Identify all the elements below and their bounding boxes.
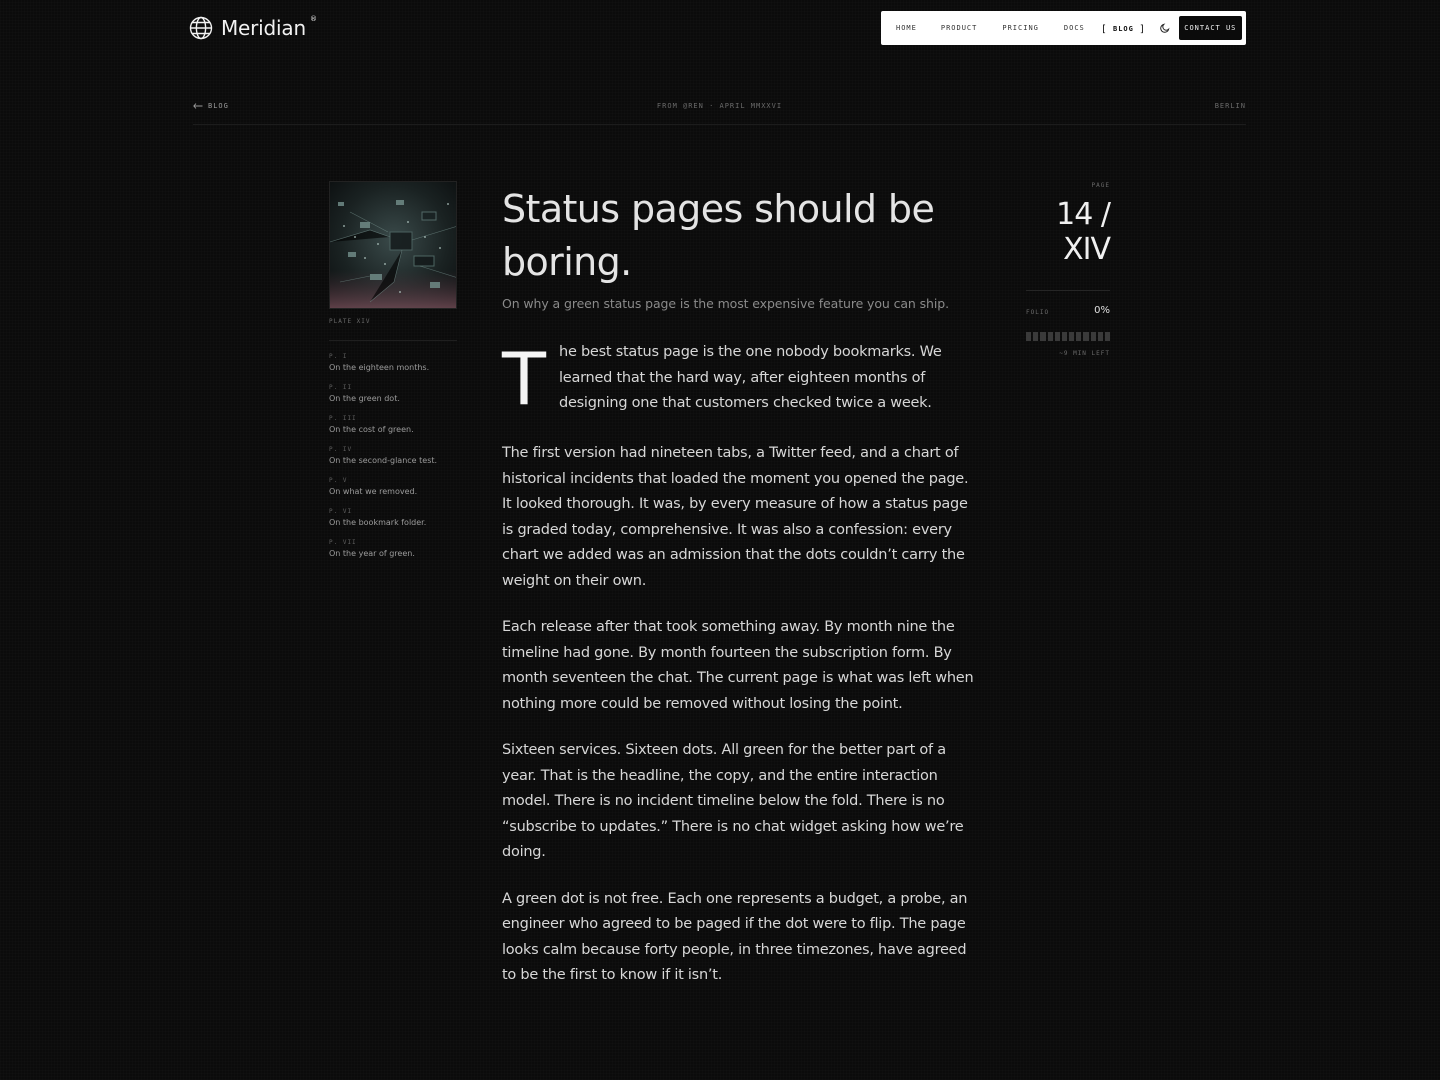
plate-image [329,181,457,309]
progress-segment [1062,332,1067,341]
article-body [502,337,982,1010]
registered-mark: ® [309,15,317,23]
paragraph-5: A green dot is not free. Each one represents a budget, a probe, an engineer who agreed to be paged if the dot were to flip. The page looks calm because forty people, in three timezones, have agreed to be the first to know if it isn’t. [502,890,968,983]
contact-us-button[interactable]: CONTACT US [1179,16,1242,40]
progress-segment [1069,332,1074,341]
bracket-open: [ [1100,23,1108,35]
toc-item[interactable] [329,352,469,383]
page-label: PAGE [1091,182,1110,189]
page-number-arabic: 14 / [1056,197,1110,232]
progress-segment [1033,332,1038,341]
reading-progress-bar [1026,332,1110,341]
theme-toggle[interactable] [1160,22,1171,34]
paragraph-1-text: he best status page is the one nobody bookmarks. We learned that the hard way, after eighteen months of designing one that customers checked twice a week. [559,344,942,411]
page-number [1010,197,1110,267]
toc-item-number: P. V [329,477,348,484]
circuit-board-image [330,182,457,309]
toc-item-title: On the bookmark folder. [329,518,427,527]
progress-segment [1091,332,1096,341]
brand-logo[interactable] [189,14,321,42]
progress-segment [1026,332,1031,341]
toc-item[interactable] [329,445,469,476]
toc-item[interactable] [329,414,469,445]
time-remaining: ~9 MIN LEFT [1059,350,1110,357]
arrow-left-icon [193,103,203,109]
toc-item-number: P. III [329,415,357,422]
toc-item-title: On the cost of green. [329,425,414,434]
nav-blog-label: BLOG [1113,24,1134,33]
main-nav [881,11,1246,45]
progress-segment [1055,332,1060,341]
nav-docs[interactable]: DOCS [1063,24,1085,32]
back-to-blog-link[interactable] [193,102,229,110]
progress-segment [1083,332,1088,341]
table-of-contents [329,352,469,569]
nav-pricing[interactable]: PRICING [1002,24,1039,32]
moon-icon [1160,23,1170,33]
progress-segment [1105,332,1110,341]
location: BERLIN [1214,102,1246,110]
nav-home[interactable]: HOME [896,24,917,32]
back-label: BLOG [208,102,229,110]
plate-caption: PLATE XIV [329,318,371,325]
paragraph-3: Each release after that took something away. By month nine the timeline had gone. By month fourteen the subscription form. By month seventeen the chat. The current page is what was left when nothing more could be removed without losing the point. [502,619,974,712]
toc-item[interactable] [329,538,469,569]
toc-item[interactable] [329,476,469,507]
toc-item-number: P. VII [329,539,357,546]
toc-item-number: P. II [329,384,353,391]
progress-segment [1048,332,1053,341]
drop-cap: T [502,337,546,421]
toc-item-number: P. I [329,353,348,360]
bracket-close: ] [1139,23,1147,35]
folio-percent: 0% [1094,305,1110,316]
toc-item-number: P. VI [329,508,353,515]
folio-label: FOLIO [1026,309,1050,316]
toc-divider [329,340,457,341]
toc-item-title: On the green dot. [329,394,400,403]
progress-segment [1098,332,1103,341]
page-number-roman: XIV [1063,232,1110,267]
toc-item-title: On the eighteen months. [329,363,430,372]
article-subtitle: On why a green status page is the most expensive feature you can ship. [502,296,949,311]
byline: FROM @REN · APRIL MMXXVI [656,102,783,110]
article-meta-bar [193,100,1246,125]
progress-segment [1040,332,1045,341]
paragraph-1 [502,337,982,421]
toc-item[interactable] [329,507,469,538]
nav-product[interactable]: PRODUCT [940,24,978,32]
brand-name: Meridian [221,16,306,40]
paragraph-2: The first version had nineteen tabs, a Twitter feed, and a chart of historical incidents that loaded the moment you opened the page. It looked thorough. It was, by every measure of how a status page is graded today, comprehensive. It was also a confession: every chart we added was an admission that the dots couldn’t carry the weight on their own. [502,445,969,589]
toc-item-title: On what we removed. [329,487,418,496]
toc-item-title: On the year of green. [329,549,415,558]
paragraph-4: Sixteen services. Sixteen dots. All green for the better part of a year. That is the headline, the copy, and the entire interaction model. There is no incident timeline below the fold. There is no “subscribe to updates.” There is no chat widget asking how we’re doing. [502,742,964,860]
toc-item-number: P. IV [329,446,353,453]
progress-segment [1076,332,1081,341]
nav-blog-active[interactable] [1101,23,1146,34]
article-title: Status pages should be boring. [502,187,935,284]
globe-icon [189,16,213,40]
toc-item[interactable] [329,383,469,414]
folio-divider [1026,290,1110,291]
toc-item-title: On the second-glance test. [329,456,438,465]
